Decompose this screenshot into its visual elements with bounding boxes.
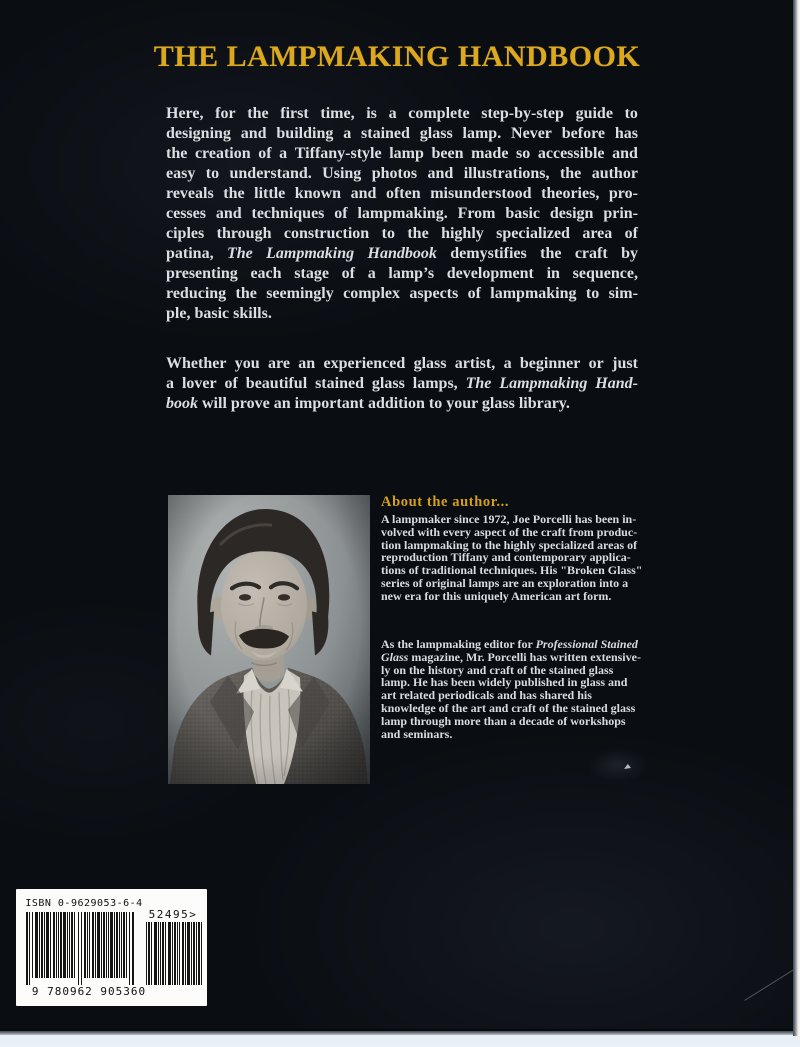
author-portrait-image [168,495,370,784]
text-line: and seminars. [381,726,453,741]
text-line: presenting each stage of a lamp’s development in sequence, [166,265,638,282]
text-line: patina, The Lampmaking Handbook demystifies the craft by [166,245,638,262]
scan-smudge [588,748,648,782]
text-line: ly on the history and craft of the stained glass [381,662,614,677]
text-line: tions of traditional techniques. His "Broken Glass" [381,563,643,578]
text-line: volved with every aspect of the craft from produc- [381,524,638,539]
text-line: Glass magazine, Mr. Porcelli has written extensive- [381,649,641,664]
synopsis-paragraph-1 [166,104,638,324]
text-line: lamp. He has been widely published in glass and [381,675,628,690]
isbn-label: ISBN 0-9629053-6-4 [25,898,143,909]
text-line: easy to understand. Using photos and illustrations, the author [166,165,638,182]
about-author-paragraph-1 [381,513,671,603]
about-author-paragraph-2 [381,638,671,740]
text-line: reveals the little known and often misunderstood theories, pro- [166,185,638,202]
text-line: a lover of beautiful stained glass lamps, The Lampmaking Hand- [166,375,638,392]
text-line: lamp through more than a decade of workshops [381,713,626,728]
barcode-panel [16,889,207,1006]
synopsis-paragraph-2 [166,354,638,414]
book-title: THE LAMPMAKING HANDBOOK [153,40,641,73]
text-line: designing and building a stained glass lamp. Never before has [166,125,638,142]
text-line: reducing the seemingly complex aspects of lampmaking to sim- [166,285,638,302]
text-line: book will prove an important addition to your glass library. [166,395,570,412]
author-photo [168,495,370,784]
text-line: series of original lamps are an exploration into a [381,575,629,590]
page-edge-right [793,0,800,1036]
text-line: As the lampmaking editor for Professional Stained [381,637,638,651]
text-line: knowledge of the art and craft of the stained glass [381,700,636,715]
supplemental-barcode-image [146,922,202,985]
text-line: art related periodicals and has shared his [381,688,592,703]
ean-digits: 9 780962 905360 [31,985,147,998]
text-line: the creation of a Tiffany-style lamp been made so accessible and [166,145,638,162]
text-line: A lampmaker since 1972, Joe Porcelli has been in- [381,512,637,526]
text-line: cesses and techniques of lampmaking. From basic design prin- [166,205,638,222]
text-line: ple, basic skills. [166,305,272,322]
supplemental-digits: 52495> [148,908,198,921]
cover-bottom-edge [0,1029,794,1035]
text-line: tion lampmaking to the highly specialized areas of [381,537,638,552]
text-line: Whether you are an experienced glass artist, a beginner or just [166,355,638,372]
text-line: Here, for the first time, is a complete step-by-step guide to [166,105,638,122]
scratch-mark [744,968,795,1001]
text-line: reproduction Tiffany and contemporary applica- [381,550,631,565]
text-line: ciples through construction to the highly specialized area of [166,225,638,242]
text-line: new era for this uniquely American art form. [381,588,612,603]
ean-barcode-image [26,912,136,985]
about-author-heading: About the author... [381,494,510,510]
